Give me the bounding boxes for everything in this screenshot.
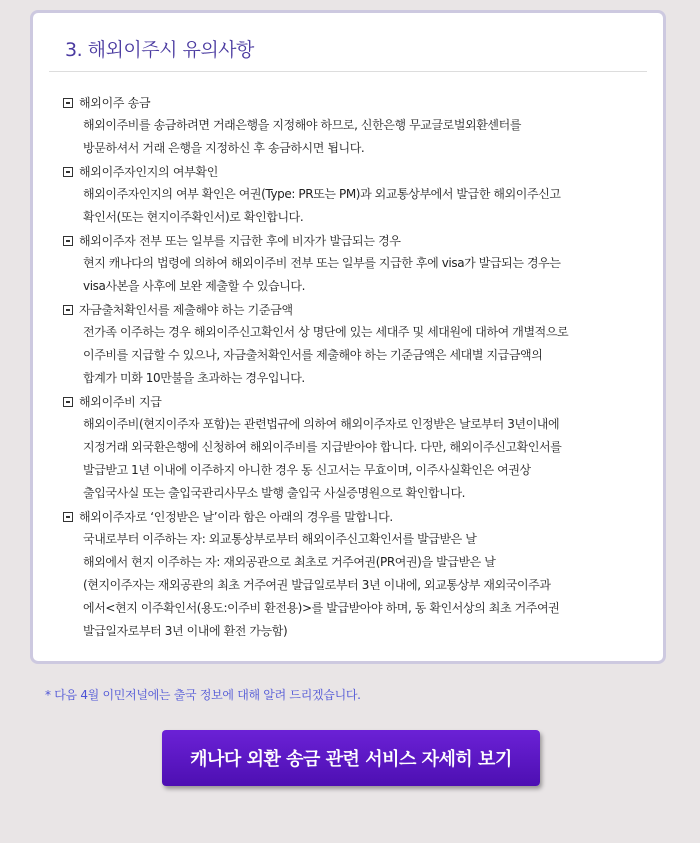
section-body	[63, 528, 663, 643]
section-body-line: 국내로부터 이주하는 자: 외교통상부로부터 해외이주신고확인서를 발급받은 날	[83, 532, 477, 546]
square-bullet-icon	[63, 98, 73, 108]
notice-card	[30, 10, 666, 664]
notice-section	[63, 505, 663, 643]
notice-section	[63, 91, 663, 160]
section-heading	[63, 229, 663, 252]
section-body	[63, 252, 663, 298]
section-heading-text: 해외이주 송금	[79, 96, 151, 110]
section-body-line: 출입국사실 또는 출입국관리사무소 발행 출입국 사실증명원으로 확인합니다.	[83, 486, 466, 500]
square-bullet-icon	[63, 236, 73, 246]
section-body-line: visa사본을 사후에 보완 제출할 수 있습니다.	[83, 279, 306, 293]
section-body-line: 해외에서 현지 이주하는 자: 재외공관으로 최초로 거주여권(PR여권)을 발급받은 날	[83, 555, 496, 569]
section-heading-text: 해외이주자로 ‘인정받은 날’이라 함은 아래의 경우를 말합니다.	[79, 510, 393, 524]
section-body-line: (현지이주자는 재외공관의 최초 거주여권 발급일로부터 3년 이내에, 외교통상부 재외국이주과	[83, 578, 551, 592]
section-body-line: 발급일자로부터 3년 이내에 환전 가능함)	[83, 624, 288, 638]
section-heading	[63, 298, 663, 321]
section-body-line: 해외이주비를 송금하려면 거래은행을 지정해야 하므로, 신한은행 무교글로벌외환센터를	[83, 118, 522, 132]
section-heading-text: 해외이주자 전부 또는 일부를 지급한 후에 비자가 발급되는 경우	[79, 234, 401, 248]
notice-section	[63, 390, 663, 505]
section-body-line: 방문하셔서 거래 은행을 지정하신 후 송금하시면 됩니다.	[83, 141, 365, 155]
notice-section	[63, 298, 663, 390]
section-body	[63, 413, 663, 505]
section-body-line: 해외이주자인지의 여부 확인은 여권(Type: PR또는 PM)과 외교통상부에서 발급한 해외이주신고	[83, 187, 561, 201]
section-title: 3. 해외이주시 유의사항	[65, 39, 254, 61]
section-body-line: 해외이주비(현지이주자 포함)는 관련법규에 의하여 해외이주자로 인정받은 날로부터 3년이내에	[83, 417, 560, 431]
section-heading-text: 해외이주자인지의 여부확인	[79, 165, 219, 179]
section-body-line: 확인서(또는 현지이주확인서)로 확인합니다.	[83, 210, 304, 224]
section-heading	[63, 91, 663, 114]
section-heading-text: 해외이주비 지급	[79, 395, 162, 409]
service-details-button[interactable]: 캐나다 외환 송금 관련 서비스 자세히 보기	[162, 730, 540, 786]
square-bullet-icon	[63, 305, 73, 315]
section-body-line: 지정거래 외국환은행에 신청하여 해외이주비를 지급받아야 합니다. 다만, 해외이주신고확인서를	[83, 440, 562, 454]
title-divider	[49, 71, 647, 72]
section-body-line: 이주비를 지급할 수 있으나, 자금출처확인서를 제출해야 하는 기준금액은 세대별 지급금액의	[83, 348, 543, 362]
section-body	[63, 114, 663, 160]
section-body-line: 합계가 미화 10만불을 초과하는 경우입니다.	[83, 371, 305, 385]
notice-section	[63, 160, 663, 229]
section-heading	[63, 505, 663, 528]
section-heading	[63, 390, 663, 413]
section-body-line: 발급받고 1년 이내에 이주하지 아니한 경우 동 신고서는 무효이며, 이주사실확인은 여권상	[83, 463, 531, 477]
notice-content	[63, 91, 663, 643]
square-bullet-icon	[63, 512, 73, 522]
section-body-line: 현지 캐나다의 법령에 의하여 해외이주비 전부 또는 일부를 지급한 후에 visa가 발급되는 경우는	[83, 256, 561, 270]
section-heading	[63, 160, 663, 183]
section-body	[63, 183, 663, 229]
footnote-text: * 다음 4월 이민저널에는 출국 정보에 대해 알려 드리겠습니다.	[45, 688, 361, 702]
section-body	[63, 321, 663, 390]
notice-section	[63, 229, 663, 298]
square-bullet-icon	[63, 167, 73, 177]
section-body-line: 에서<현지 이주확인서(용도:이주비 환전용)>를 발급받아야 하며, 동 확인서상의 최초 거주여권	[83, 601, 560, 615]
section-body-line: 전가족 이주하는 경우 해외이주신고확인서 상 명단에 있는 세대주 및 세대원에 대하여 개별적으로	[83, 325, 569, 339]
square-bullet-icon	[63, 397, 73, 407]
section-heading-text: 자금출처확인서를 제출해야 하는 기준금액	[79, 303, 293, 317]
